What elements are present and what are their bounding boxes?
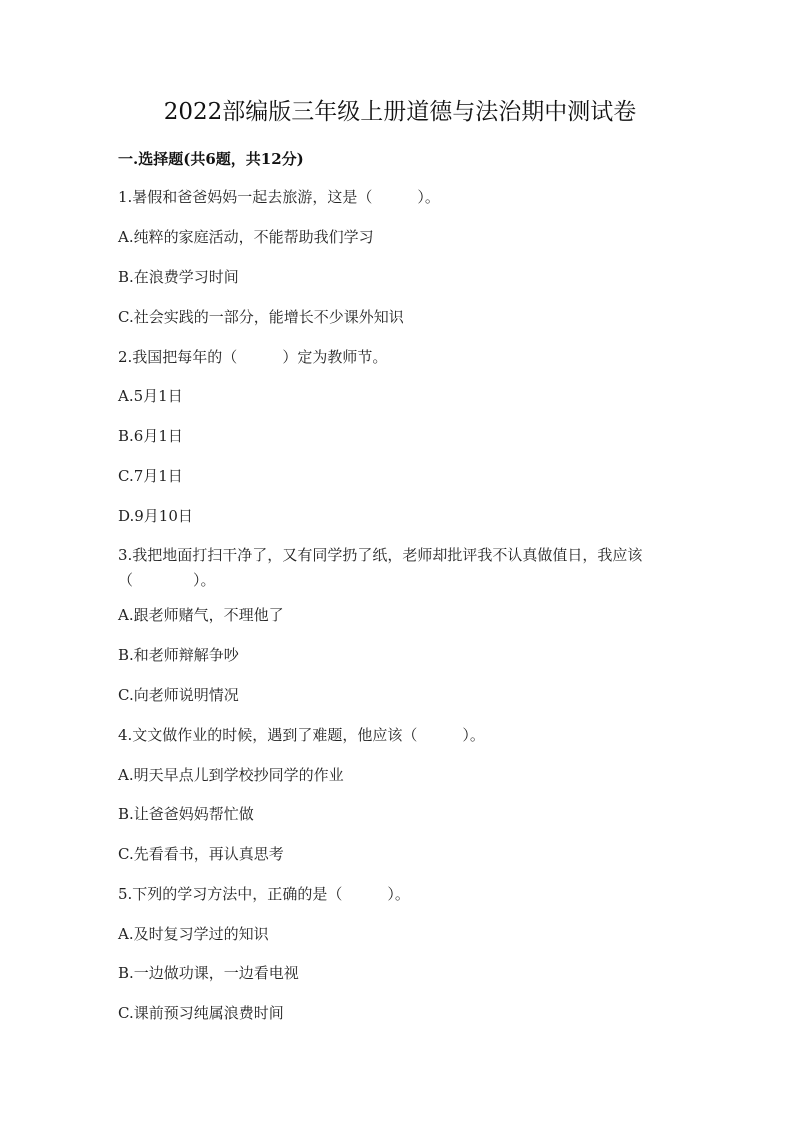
question-1-stem: 1.暑假和爸爸妈妈一起去旅游，这是（ ）。 bbox=[118, 188, 440, 206]
question-1-option-b: B.在浪费学习时间 bbox=[118, 268, 239, 286]
question-3-option-a: A.跟老师赌气，不理他了 bbox=[118, 606, 284, 624]
question-2-option-b: B.6月1日 bbox=[118, 427, 183, 445]
question-5-option-b: B.一边做功课，一边看电视 bbox=[118, 964, 299, 982]
question-3-option-c: C.向老师说明情况 bbox=[118, 686, 239, 704]
question-4-option-b: B.让爸爸妈妈帮忙做 bbox=[118, 805, 254, 823]
question-4-option-c: C.先看看书，再认真思考 bbox=[118, 845, 284, 863]
question-2-option-d: D.9月10日 bbox=[118, 507, 193, 525]
question-2-stem: 2.我国把每年的（ ）定为教师节。 bbox=[118, 348, 388, 366]
question-5-option-a: A.及时复习学过的知识 bbox=[118, 925, 269, 943]
question-2-option-a: A.5月1日 bbox=[118, 387, 183, 405]
section-heading: 一.选择题(共6题，共12分) bbox=[118, 150, 304, 168]
question-3-stem: 3.我把地面打扫干净了，又有同学扔了纸，老师却批评我不认真做值日，我应该（ ）。 bbox=[118, 546, 643, 589]
question-2-option-c: C.7月1日 bbox=[118, 467, 183, 485]
question-1-option-c: C.社会实践的一部分，能增长不少课外知识 bbox=[118, 308, 404, 326]
page-title: 2022部编版三年级上册道德与法治期中测试卷 bbox=[163, 99, 637, 125]
question-5-stem: 5.下列的学习方法中，正确的是（ ）。 bbox=[118, 885, 410, 903]
question-5-option-c: C.课前预习纯属浪费时间 bbox=[118, 1004, 284, 1022]
question-1-option-a: A.纯粹的家庭活动，不能帮助我们学习 bbox=[118, 228, 374, 246]
question-3-option-b: B.和老师辩解争吵 bbox=[118, 646, 239, 664]
question-4-stem: 4.文文做作业的时候，遇到了难题，他应该（ ）。 bbox=[118, 726, 485, 744]
question-4-option-a: A.明天早点儿到学校抄同学的作业 bbox=[118, 766, 344, 784]
